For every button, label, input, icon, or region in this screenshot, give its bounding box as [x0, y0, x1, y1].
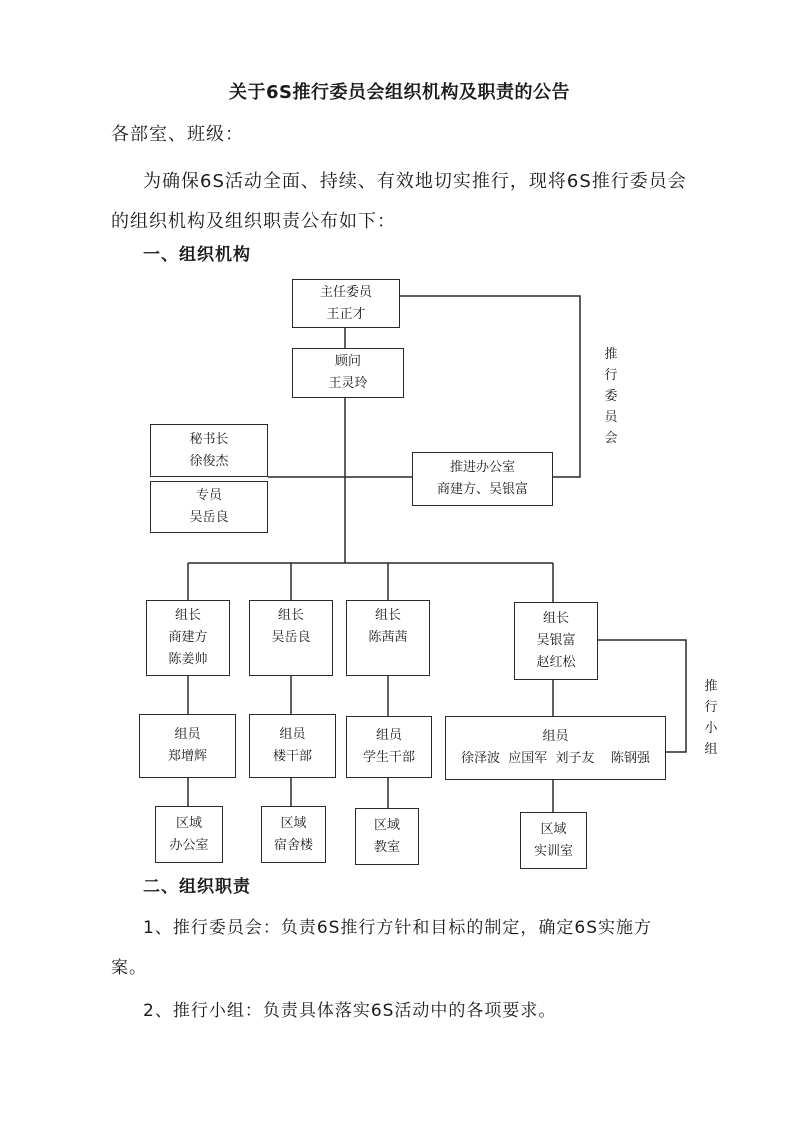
specialist-box — [150, 481, 268, 533]
area-box-office — [155, 806, 223, 863]
leader-box-1 — [146, 600, 230, 676]
director-role: 主任委员 — [319, 284, 372, 300]
member-box-3 — [346, 716, 432, 778]
leader-name: 陈茜茜 — [368, 630, 408, 645]
leader-name: 吴岳良 — [271, 630, 311, 645]
leader-name: 商建方 — [168, 630, 208, 645]
member-role: 组员 — [174, 727, 201, 742]
specialist-role: 专员 — [195, 488, 222, 503]
leader-name: 陈姜帅 — [168, 652, 208, 667]
member-names: 郑增辉 — [167, 749, 207, 764]
group-label: 推行小组 — [704, 679, 718, 757]
duty-2: 2、推行小组：负责具体落实6S活动中的各项要求。 — [143, 1001, 557, 1021]
area-role: 区域 — [540, 821, 567, 837]
area-name: 教室 — [373, 839, 400, 855]
intro-line-2: 的组织机构及组织职责公布如下： — [111, 211, 396, 232]
section-heading-structure: 一、组织机构 — [143, 245, 251, 265]
leader-box-2 — [249, 600, 333, 676]
area-role: 区域 — [373, 817, 400, 833]
area-box-dormitory — [261, 806, 326, 863]
director-box — [292, 279, 400, 328]
director-name: 王正才 — [326, 306, 366, 322]
area-name: 办公室 — [169, 837, 209, 853]
office-names: 商建方、吴银富 — [436, 482, 528, 497]
secretary-role: 秘书长 — [189, 431, 229, 447]
member-role: 组员 — [279, 727, 306, 742]
leader-name: 赵红松 — [536, 655, 576, 670]
member-box-4 — [445, 716, 666, 780]
leader-box-3 — [346, 600, 430, 676]
member-names: 徐泽波 应国军 刘子友 陈钢强 — [460, 751, 651, 766]
section-heading-duties: 二、组织职责 — [143, 877, 251, 897]
leader-name: 吴银富 — [536, 633, 576, 648]
leader-role: 组长 — [542, 611, 569, 626]
member-role: 组员 — [375, 728, 402, 743]
advisor-box — [292, 348, 404, 398]
committee-label: 推行委员会 — [604, 347, 618, 446]
secretary-box — [150, 424, 268, 477]
specialist-name: 吴岳良 — [189, 510, 229, 525]
secretary-name: 徐俊杰 — [189, 453, 229, 469]
document-title: 关于6S推行委员会组织机构及职责的公告 — [229, 82, 570, 103]
office-role: 推进办公室 — [449, 460, 515, 475]
salutation: 各部室、班级： — [111, 124, 244, 145]
leader-role: 组长 — [174, 608, 201, 623]
area-role: 区域 — [280, 815, 307, 831]
leader-role: 组长 — [374, 608, 401, 623]
intro-line-1: 为确保6S活动全面、持续、有效地切实推行，现将6S推行委员会 — [143, 171, 687, 192]
area-name: 宿舍楼 — [273, 837, 313, 853]
duty-1-line-1: 1、推行委员会：负责6S推行方针和目标的制定，确定6S实施方 — [143, 918, 653, 938]
area-role: 区域 — [175, 815, 202, 831]
promotion-office-box — [412, 452, 553, 506]
advisor-name: 王灵玲 — [328, 376, 368, 391]
member-role: 组员 — [542, 729, 569, 744]
leader-box-4 — [514, 602, 598, 680]
member-names: 学生干部 — [362, 750, 415, 765]
advisor-role: 顾问 — [334, 354, 361, 369]
area-box-training-room — [520, 812, 587, 869]
member-box-2 — [249, 714, 336, 778]
member-box-1 — [139, 714, 236, 778]
area-name: 实训室 — [533, 843, 573, 859]
duty-1-line-2: 案。 — [111, 958, 147, 978]
area-box-classroom — [355, 808, 419, 865]
member-names: 楼干部 — [272, 749, 312, 764]
leader-role: 组长 — [277, 608, 304, 623]
